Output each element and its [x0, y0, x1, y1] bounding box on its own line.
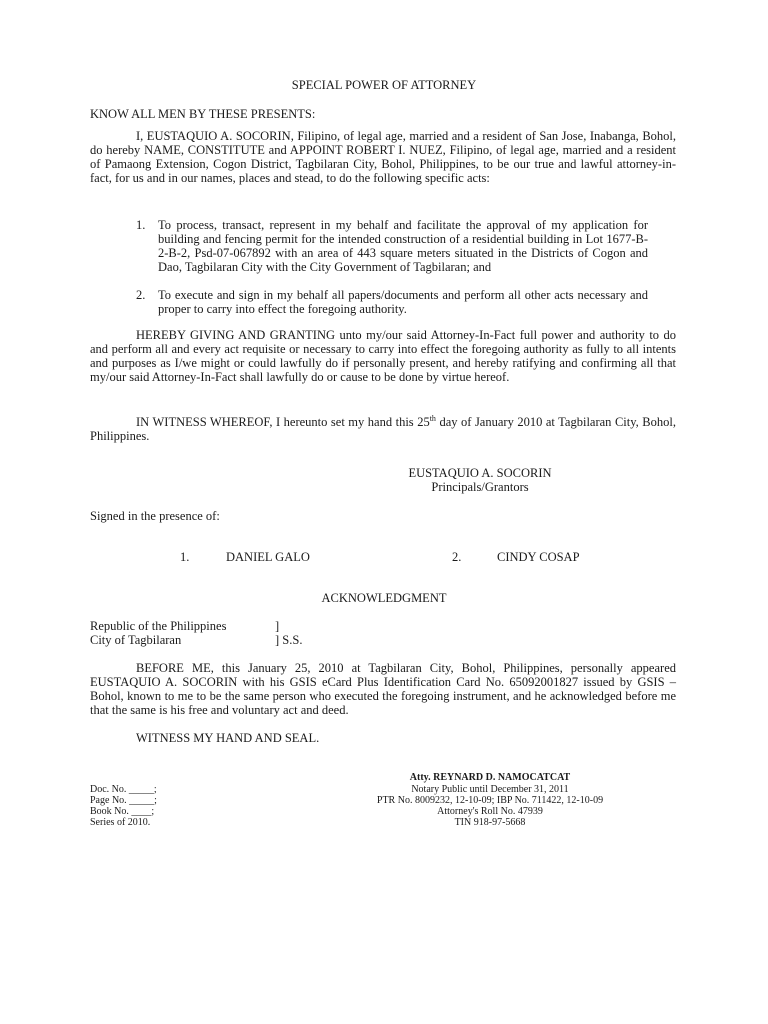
venue-mark: ]	[275, 619, 280, 633]
docket-line: Series of 2010.	[90, 817, 151, 828]
grantor-name: EUSTAQUIO A. SOCORIN	[408, 466, 552, 480]
docket-line: Page No. _____;	[90, 795, 157, 806]
notary-name: Atty. REYNARD D. NAMOCATCAT	[409, 772, 571, 783]
notary-detail: Attorney's Roll No. 47939	[437, 806, 543, 817]
docket-line: Doc. No. _____;	[90, 784, 157, 795]
paragraph-witness: IN WITNESS WHEREOF, I hereunto set my hand this 25th day of January 2010 at Tagbilaran City, Bohol, Philippines.	[90, 414, 676, 444]
grantor-role: Principals/Grantors	[431, 480, 529, 494]
salutation: KNOW ALL MEN BY THESE PRESENTS:	[90, 107, 316, 121]
paragraph-appointment: I, EUSTAQUIO A. SOCORIN, Filipino, of legal age, married and a resident of San Jose, Inabanga, Bohol, do hereby NAME, CONSTITUTE and APPOINT ROBERT I. NUEZ, Filipino, of legal age, married and a resident of Pamaong Extension, Cogon District, Tagbilaran City, Bohol, Philippines, to be our true and lawful attorney-in-fact, for us and in our names, places and stead, to do the following specific acts:	[90, 129, 676, 185]
venue-label: Republic of the Philippines	[90, 619, 227, 633]
witness-name: CINDY COSAP	[497, 550, 580, 564]
venue-mark: ] S.S.	[275, 633, 303, 647]
signed-presence: Signed in the presence of:	[90, 509, 220, 523]
act-number: 1.	[136, 218, 146, 232]
paragraph-granting: HEREBY GIVING AND GRANTING unto my/our said Attorney-In-Fact full power and authority to do and perform all and every act requisite or necessary to carry into effect the foregoing authority as fully to all intents and purposes as I/we might or could lawfully do if personally present, and hereby ratifying and confirming all that my/our said Attorney-In-Fact shall lawfully do or cause to be done by virtue hereof.	[90, 328, 676, 384]
witness-name: DANIEL GALO	[226, 550, 310, 564]
act-number: 2.	[136, 288, 146, 302]
notary-detail: Notary Public until December 31, 2011	[411, 784, 569, 795]
paragraph-acknowledgment: BEFORE ME, this January 25, 2010 at Tagbilaran City, Bohol, Philippines, personally appeared EUSTAQUIO A. SOCORIN with his GSIS eCard Plus Identification Card No. 65092001827 issued by GSIS – Bohol, known to me to be the same person who executed the foregoing instrument, and he acknowledged before me that the same is his free and voluntary act and deed.	[90, 661, 676, 717]
notary-detail: TIN 918-97-5668	[454, 817, 526, 828]
act-item: To process, transact, represent in my behalf and facilitate the approval of my application for building and fencing permit for the intended construction of a residential building in Lot 1677-B-2-B-2, Psd-07-067892 with an area of 443 square meters situated in the Districts of Cogon and Dao, Tagbilaran City with the City Government of Tagbilaran; and	[158, 218, 648, 274]
acknowledgment-title: ACKNOWLEDGMENT	[321, 591, 447, 605]
act-item: To execute and sign in my behalf all papers/documents and perform all other acts necessary and proper to carry into effect the foregoing authority.	[158, 288, 648, 316]
hand-seal: WITNESS MY HAND AND SEAL.	[136, 731, 320, 745]
docket-line: Book No. ____;	[90, 806, 155, 817]
witness-number: 2.	[452, 550, 462, 564]
witness-number: 1.	[180, 550, 190, 564]
document-title: SPECIAL POWER OF ATTORNEY	[291, 78, 477, 92]
notary-detail: PTR No. 8009232, 12-10-09; IBP No. 711422, 12-10-09	[376, 795, 604, 806]
venue-label: City of Tagbilaran	[90, 633, 182, 647]
